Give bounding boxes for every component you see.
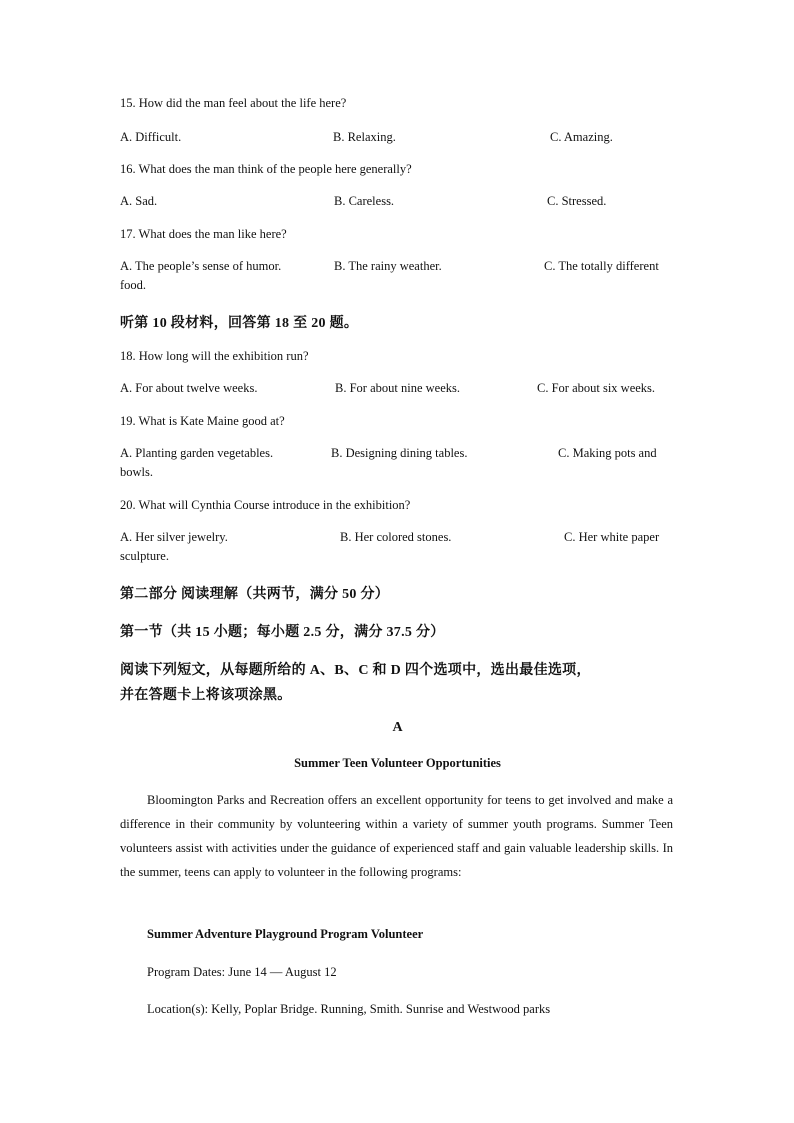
option-b: B. Designing dining tables. xyxy=(331,446,468,460)
option-a: A. For about twelve weeks. xyxy=(120,381,258,395)
option-a: A. Difficult. xyxy=(120,130,182,144)
option-a: A. Sad. xyxy=(120,194,158,208)
question-16: 16. What does the man think of the people here generally? xyxy=(120,162,412,176)
question-17: 17. What does the man like here? xyxy=(120,227,287,241)
option-a: A. Planting garden vegetables. xyxy=(120,446,274,460)
option-a: A. The people’s sense of humor. xyxy=(120,259,282,273)
option-c: C. The totally different xyxy=(544,259,659,273)
instruction-line-1: 阅读下列短文，从每题所给的 A、B、C 和 D 四个选项中，选出最佳选项， xyxy=(120,663,591,678)
part-2-heading: 第二部分 阅读理解（共两节，满分 50 分） xyxy=(120,587,390,602)
option-c: C. Making pots and xyxy=(558,446,657,460)
option-b: B. Relaxing. xyxy=(333,130,396,144)
option-c: C. Amazing. xyxy=(550,130,613,144)
option-c: C. Her white paper xyxy=(564,530,660,544)
option-b: B. For about nine weeks. xyxy=(335,381,460,395)
section-1-heading: 第一节（共 15 小题；每小题 2.5 分，满分 37.5 分） xyxy=(120,625,445,640)
program-locations: Location(s): Kelly, Poplar Bridge. Running, Smith. Sunrise and Westwood parks xyxy=(147,1002,551,1016)
option-b: B. Careless. xyxy=(334,194,395,208)
passage-title: Summer Teen Volunteer Opportunities xyxy=(294,756,501,770)
question-19: 19. What is Kate Maine good at? xyxy=(120,414,285,428)
question-20: 20. What will Cynthia Course introduce in the exhibition? xyxy=(120,498,411,512)
question-20-wrap: sculpture. xyxy=(120,549,169,563)
section-10-heading: 听第 10 段材料，回答第 18 至 20 题。 xyxy=(120,316,359,331)
option-c: C. For about six weeks. xyxy=(537,381,656,395)
question-15: 15. How did the man feel about the life here? xyxy=(120,96,347,110)
option-c: C. Stressed. xyxy=(547,194,607,208)
program-dates: Program Dates: June 14 — August 12 xyxy=(147,965,337,979)
option-a: A. Her silver jewelry. xyxy=(120,530,228,544)
passage-body: Bloomington Parks and Recreation offers an excellent opportunity for teens to get involved and make a difference in their community by volunteering within a variety of summer youth programs. Summer Teen volunteers assist with activities under the guidance of experienced staff and gain valuable leadership skills. In the summer, teens can apply to volunteer in the following programs: xyxy=(120,793,673,879)
question-17-wrap: food. xyxy=(120,278,147,292)
question-18: 18. How long will the exhibition run? xyxy=(120,349,309,363)
option-b: B. The rainy weather. xyxy=(334,259,442,273)
question-19-wrap: bowls. xyxy=(120,465,153,479)
passage-letter: A xyxy=(392,720,403,735)
option-b: B. Her colored stones. xyxy=(340,530,452,544)
program-title: Summer Adventure Playground Program Volunteer xyxy=(147,927,424,941)
instruction-line-2: 并在答题卡上将该项涂黑。 xyxy=(120,688,292,703)
